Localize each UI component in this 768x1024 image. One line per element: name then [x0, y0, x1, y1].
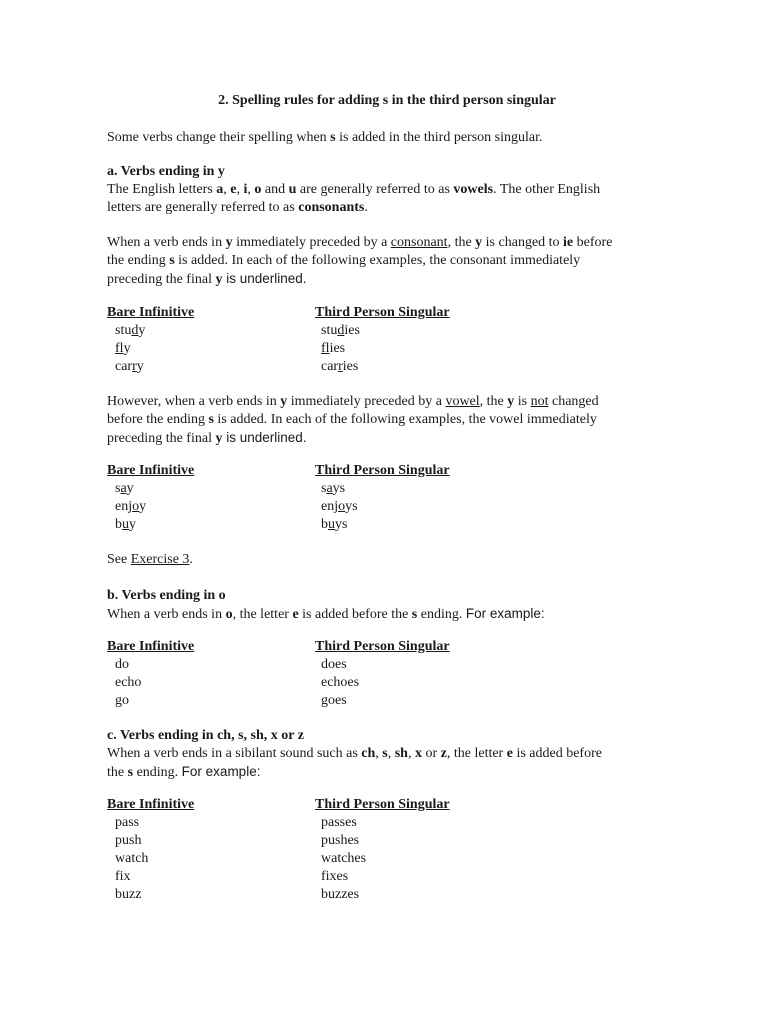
table-o-ending	[107, 638, 667, 710]
cell-bare: buzz	[115, 887, 142, 902]
text: y	[280, 394, 288, 409]
column-header-third-person	[315, 304, 450, 322]
table-row	[107, 322, 667, 340]
text: u	[122, 517, 129, 532]
text: enj	[321, 499, 339, 514]
text: , the letter	[446, 746, 507, 761]
table-row	[107, 850, 667, 868]
text: e	[230, 182, 237, 197]
table-row	[107, 656, 667, 674]
text: o	[132, 499, 140, 514]
text: ie	[563, 235, 574, 250]
table-row	[107, 516, 667, 534]
text: s	[330, 130, 336, 145]
cell-third	[315, 322, 360, 340]
text: and	[261, 182, 289, 197]
text: For example:	[465, 606, 545, 621]
cell-third	[315, 516, 347, 534]
text: are generally referred to as	[296, 182, 454, 197]
text: y	[129, 517, 136, 532]
text: Third Person Singular	[315, 639, 450, 654]
text: o	[225, 607, 233, 622]
text: d	[131, 323, 139, 338]
text: ,	[407, 746, 415, 761]
text: preceding the final	[107, 431, 216, 446]
text: s	[411, 607, 418, 622]
cell-bare: watch	[115, 851, 149, 866]
cell-third	[315, 358, 358, 376]
table-y-consonant	[107, 304, 667, 376]
text: ,	[236, 182, 244, 197]
text: not	[530, 394, 549, 409]
table-row	[107, 814, 667, 832]
text: For example:	[181, 764, 261, 779]
see-exercise	[107, 551, 667, 569]
table-row	[107, 674, 667, 692]
text: a	[216, 182, 224, 197]
text: consonant	[390, 235, 448, 250]
text: s	[382, 746, 388, 761]
text: x	[414, 746, 422, 761]
text: a	[326, 481, 333, 496]
text: ies	[344, 323, 360, 338]
text: immediately preceded by a	[232, 235, 391, 250]
text: However, when a verb ends in	[107, 394, 281, 409]
section-b-paragraph	[107, 605, 667, 624]
text: before	[573, 235, 613, 250]
text: Bare Infinitive	[107, 797, 195, 812]
text: is changed to	[482, 235, 564, 250]
column-header-bare-infinitive	[107, 638, 315, 656]
text: is added before	[512, 746, 602, 761]
text: , the	[479, 394, 508, 409]
text: Some verbs change their spelling when	[107, 130, 331, 145]
text: Third Person Singular	[315, 463, 450, 478]
table-row	[107, 340, 667, 358]
exercise-link[interactable]: Exercise 3	[130, 552, 190, 567]
text: y	[126, 481, 134, 496]
text: d	[337, 323, 345, 338]
text: When a verb ends in	[107, 607, 226, 622]
table-row	[107, 868, 667, 886]
text: . The other English	[493, 182, 601, 197]
text: Third Person Singular	[315, 797, 450, 812]
text: ,	[375, 746, 383, 761]
text: .	[189, 552, 193, 567]
text: y	[123, 341, 131, 356]
cell-bare: fix	[115, 869, 131, 884]
section-c-heading: c. Verbs ending in ch, s, sh, x or z	[107, 728, 304, 743]
text: sh	[394, 746, 408, 761]
cell-third: buzzes	[321, 887, 360, 902]
cell-bare: push	[115, 833, 142, 848]
table-y-vowel	[107, 462, 667, 534]
text: ies	[329, 341, 346, 356]
cell-third: echoes	[321, 675, 360, 690]
text: r	[338, 359, 343, 374]
text: the	[107, 765, 128, 780]
text: the ending	[107, 253, 170, 268]
column-header-third-person	[315, 638, 450, 656]
text: car	[115, 359, 133, 374]
text: stu	[115, 323, 132, 338]
text: s	[115, 481, 121, 496]
text: y	[475, 235, 483, 250]
cell-bare	[107, 322, 315, 340]
text: Bare Infinitive	[107, 639, 195, 654]
text: y	[138, 323, 146, 338]
text: changed	[548, 394, 599, 409]
table-row	[107, 886, 667, 904]
text: ys	[335, 517, 348, 532]
cell-third: passes	[321, 815, 357, 830]
text: car	[321, 359, 339, 374]
section-a-paragraph-3	[107, 393, 667, 448]
text: b	[321, 517, 328, 532]
table-row	[107, 832, 667, 850]
text: ys	[332, 481, 346, 496]
cell-third: goes	[321, 693, 347, 708]
text: See	[107, 552, 131, 567]
text: When a verb ends in	[107, 235, 226, 250]
text: e	[506, 746, 513, 761]
text: o	[338, 499, 346, 514]
cell-third	[315, 480, 345, 498]
cell-third: fixes	[321, 869, 349, 884]
column-header-third-person	[315, 796, 450, 814]
cell-third: does	[321, 657, 347, 672]
cell-bare	[107, 498, 315, 516]
table-row	[107, 358, 667, 376]
cell-bare	[107, 340, 315, 358]
text: letters are generally referred to as	[107, 200, 299, 215]
section-a-paragraph-2	[107, 234, 667, 289]
text: s	[169, 253, 175, 268]
text: , the	[447, 235, 476, 250]
text: ys	[345, 499, 358, 514]
cell-third: pushes	[321, 833, 360, 848]
text: is added. In each of the following examples, the vowel immediately	[213, 412, 597, 427]
table-header	[107, 638, 667, 656]
text: immediately preceded by a	[287, 394, 446, 409]
column-header-third-person	[315, 462, 450, 480]
text: vowels	[453, 182, 494, 197]
table-header	[107, 304, 667, 322]
table-header	[107, 796, 667, 814]
column-header-bare-infinitive	[107, 796, 315, 814]
text: fl	[321, 341, 330, 356]
column-header-bare-infinitive	[107, 462, 315, 480]
text: u	[288, 182, 297, 197]
text: is underlined.	[222, 271, 307, 286]
cell-bare: go	[115, 693, 129, 708]
text: is underlined.	[222, 430, 307, 445]
text: The English letters	[107, 182, 217, 197]
text: y	[215, 272, 223, 287]
text: i	[243, 182, 248, 197]
text: s	[208, 412, 214, 427]
text: is added. In each of the following examples, the consonant immediately	[174, 253, 581, 268]
text: fl	[115, 341, 124, 356]
cell-bare: do	[115, 657, 129, 672]
section-c-paragraph	[107, 745, 667, 782]
text: y	[139, 499, 147, 514]
text: y	[507, 394, 515, 409]
text: ,	[223, 182, 231, 197]
text: a	[120, 481, 127, 496]
cell-bare	[107, 516, 315, 534]
text: Bare Infinitive	[107, 463, 195, 478]
cell-bare: echo	[115, 675, 142, 690]
cell-bare: pass	[115, 815, 140, 830]
text: is added before the	[298, 607, 412, 622]
text: is added in the third person singular.	[335, 130, 543, 145]
text: enj	[115, 499, 133, 514]
text: u	[328, 517, 335, 532]
text: consonants	[298, 200, 365, 215]
text: ies	[342, 359, 359, 374]
text: is	[514, 394, 531, 409]
text: o	[254, 182, 262, 197]
text: ,	[387, 746, 395, 761]
text: preceding the final	[107, 272, 216, 287]
cell-bare	[107, 480, 315, 498]
table-sibilant	[107, 796, 667, 904]
cell-third	[315, 340, 345, 358]
text: , the letter	[232, 607, 293, 622]
text: ,	[247, 182, 255, 197]
cell-third: watches	[321, 851, 367, 866]
cell-third	[315, 498, 358, 516]
text: r	[132, 359, 137, 374]
text: When a verb ends in a sibilant sound such as	[107, 746, 362, 761]
text: .	[364, 200, 368, 215]
section-b-heading: b. Verbs ending in o	[107, 588, 226, 603]
text: e	[292, 607, 299, 622]
table-header	[107, 462, 667, 480]
text: ch	[361, 746, 376, 761]
page-title: 2. Spelling rules for adding s in the third person singular	[218, 93, 556, 108]
text: Third Person Singular	[315, 305, 450, 320]
text: or	[421, 746, 441, 761]
text: before the ending	[107, 412, 209, 427]
table-row	[107, 692, 667, 710]
text: ending.	[417, 607, 466, 622]
text: s	[321, 481, 327, 496]
text: y	[136, 359, 144, 374]
text: vowel	[445, 394, 480, 409]
text: ending.	[133, 765, 182, 780]
text: Bare Infinitive	[107, 305, 195, 320]
text: z	[440, 746, 447, 761]
column-header-bare-infinitive	[107, 304, 315, 322]
text: b	[115, 517, 122, 532]
section-a-paragraph-1	[107, 181, 667, 217]
intro-paragraph	[107, 129, 667, 147]
table-row	[107, 480, 667, 498]
section-a-heading: a. Verbs ending in y	[107, 164, 225, 179]
text: s	[127, 765, 134, 780]
table-row	[107, 498, 667, 516]
text: y	[225, 235, 233, 250]
text: y	[215, 431, 223, 446]
text: stu	[321, 323, 338, 338]
cell-bare	[107, 358, 315, 376]
